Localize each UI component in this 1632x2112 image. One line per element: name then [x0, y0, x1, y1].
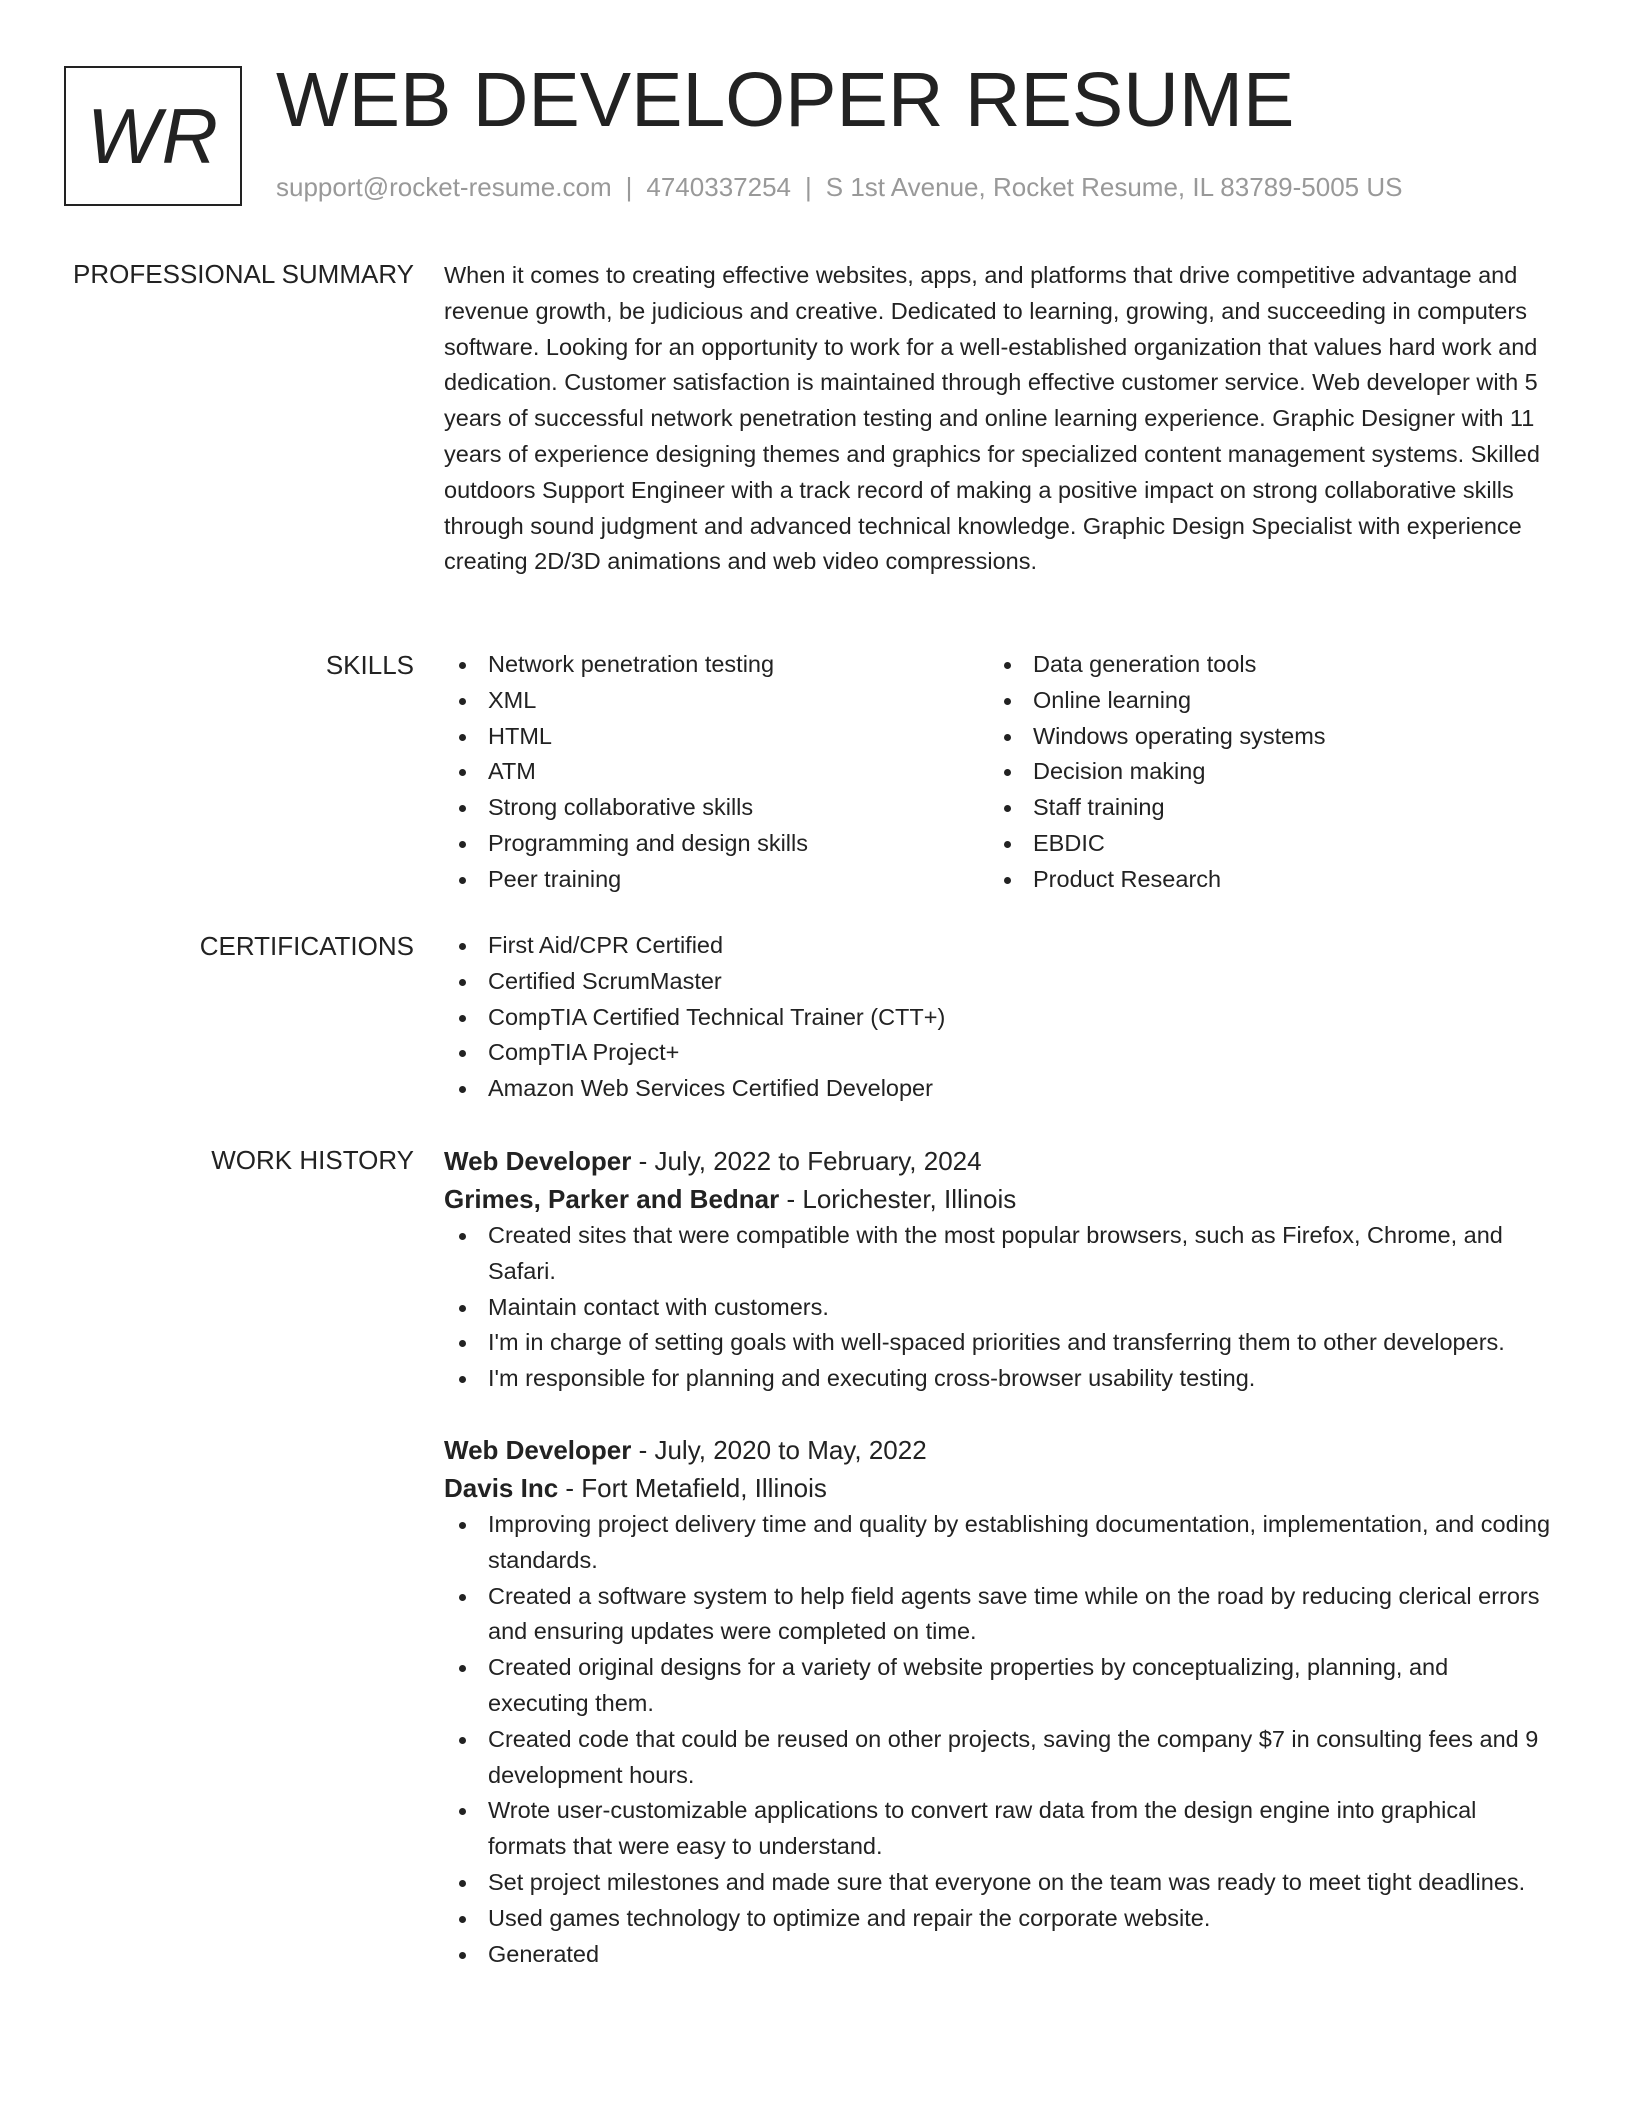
job-duty-item: Set project milestones and made sure that everyone on the team was ready to meet tight deadlines. [444, 1865, 1554, 1901]
job-duty-item: Generated [444, 1937, 1554, 1973]
job-entry [444, 1142, 1554, 1397]
skills-list-left [444, 647, 989, 898]
job-duty-item: Created a software system to help field agents save time while on the road by reducing clerical errors and ensuring updates were completed on time. [444, 1579, 1554, 1651]
job-title: Web Developer [444, 1146, 632, 1176]
certifications-body [444, 928, 1554, 1107]
job-dates: - July, 2020 to May, 2022 [631, 1434, 927, 1465]
skill-item: Programming and design skills [444, 826, 989, 862]
skill-item: Staff training [989, 790, 1534, 826]
work-history-body [444, 1142, 1554, 1972]
certification-item: Certified ScrumMaster [444, 964, 1554, 1000]
summary-heading: PROFESSIONAL SUMMARY [73, 259, 414, 289]
skill-item: Network penetration testing [444, 647, 989, 683]
skill-item: Windows operating systems [989, 719, 1534, 755]
contact-phone: 4740337254 [646, 172, 791, 202]
job-company: Grimes, Parker and Bednar [444, 1184, 780, 1214]
skill-item: Peer training [444, 862, 989, 898]
summary-body [444, 258, 1554, 580]
job-dates: - July, 2022 to February, 2024 [631, 1146, 982, 1176]
resume-title: WEB DEVELOPER RESUME [276, 57, 1295, 143]
skills-heading: SKILLS [325, 650, 414, 680]
skills-list-right [989, 647, 1534, 898]
job-duties-list [444, 1218, 1554, 1397]
job-duties-list [444, 1507, 1554, 1972]
job-company-line [444, 1180, 1554, 1218]
job-duty-item: I'm responsible for planning and executing cross-browser usability testing. [444, 1361, 1554, 1397]
job-location: - Fort Metafield, Illinois [558, 1472, 827, 1503]
skill-item: Data generation tools [989, 647, 1534, 683]
job-title-line [444, 1431, 1554, 1469]
contact-line [276, 172, 1402, 203]
skill-item: Strong collaborative skills [444, 790, 989, 826]
job-duty-item: Created code that could be reused on other projects, saving the company $7 in consulting fees and 9 development hours. [444, 1722, 1554, 1794]
job-entry [444, 1431, 1554, 1972]
job-title-line [444, 1142, 1554, 1180]
job-company: Davis Inc [444, 1472, 559, 1503]
skills-body [444, 647, 1554, 898]
skill-item: Decision making [989, 754, 1534, 790]
job-duty-item: Wrote user-customizable applications to convert raw data from the design engine into graphical formats that were easy to understand. [444, 1793, 1554, 1865]
certification-item: Amazon Web Services Certified Developer [444, 1071, 1554, 1107]
job-location: - Lorichester, Illinois [779, 1184, 1017, 1214]
contact-separator: | [805, 172, 812, 202]
skill-item: XML [444, 683, 989, 719]
job-company-line [444, 1469, 1554, 1507]
skill-item: Product Research [989, 862, 1534, 898]
job-duty-item: Improving project delivery time and quality by establishing documentation, implementation, and coding standards. [444, 1507, 1554, 1579]
certification-item: First Aid/CPR Certified [444, 928, 1554, 964]
contact-address: S 1st Avenue, Rocket Resume, IL 83789-5005 US [825, 172, 1403, 202]
job-duty-item: Created original designs for a variety of website properties by conceptualizing, planning, and executing them. [444, 1650, 1554, 1722]
job-duty-item: I'm in charge of setting goals with well-spaced priorities and transferring them to other developers. [444, 1325, 1554, 1361]
certifications-list [444, 928, 1554, 1107]
skill-item: Online learning [989, 683, 1534, 719]
skill-item: HTML [444, 719, 989, 755]
contact-email: support@rocket-resume.com [276, 172, 612, 202]
job-duty-item: Maintain contact with customers. [444, 1290, 1554, 1326]
monogram-logo: WR [64, 66, 242, 206]
skill-item: ATM [444, 754, 989, 790]
job-duty-item: Created sites that were compatible with the most popular browsers, such as Firefox, Chrome, and Safari. [444, 1218, 1554, 1290]
job-duty-item: Used games technology to optimize and repair the corporate website. [444, 1901, 1554, 1937]
work-history-heading: WORK HISTORY [211, 1145, 414, 1175]
certifications-heading: CERTIFICATIONS [199, 931, 414, 961]
summary-text: When it comes to creating effective websites, apps, and platforms that drive competitive advantage and revenue growth, be judicious and creative. Dedicated to learning, growing, and succeeding in computers software. Looking for an opportunity to work for a well-established organization that values hard work and dedication. Customer satisfaction is maintained through effective customer service. Web developer with 5 years of successful network penetration testing and online learning experience. Graphic Designer with 11 years of experience designing themes and graphics for specialized content management systems. Skilled outdoors Support Engineer with a track record of making a positive impact on strong collaborative skills through sound judgment and advanced technical knowledge. Graphic Design Specialist with experience creating 2D/3D animations and web video compressions. [444, 262, 1540, 575]
certification-item: CompTIA Project+ [444, 1035, 1554, 1071]
job-title: Web Developer [444, 1434, 632, 1465]
certification-item: CompTIA Certified Technical Trainer (CTT+) [444, 1000, 1554, 1036]
skill-item: EBDIC [989, 826, 1534, 862]
contact-separator: | [625, 172, 633, 202]
